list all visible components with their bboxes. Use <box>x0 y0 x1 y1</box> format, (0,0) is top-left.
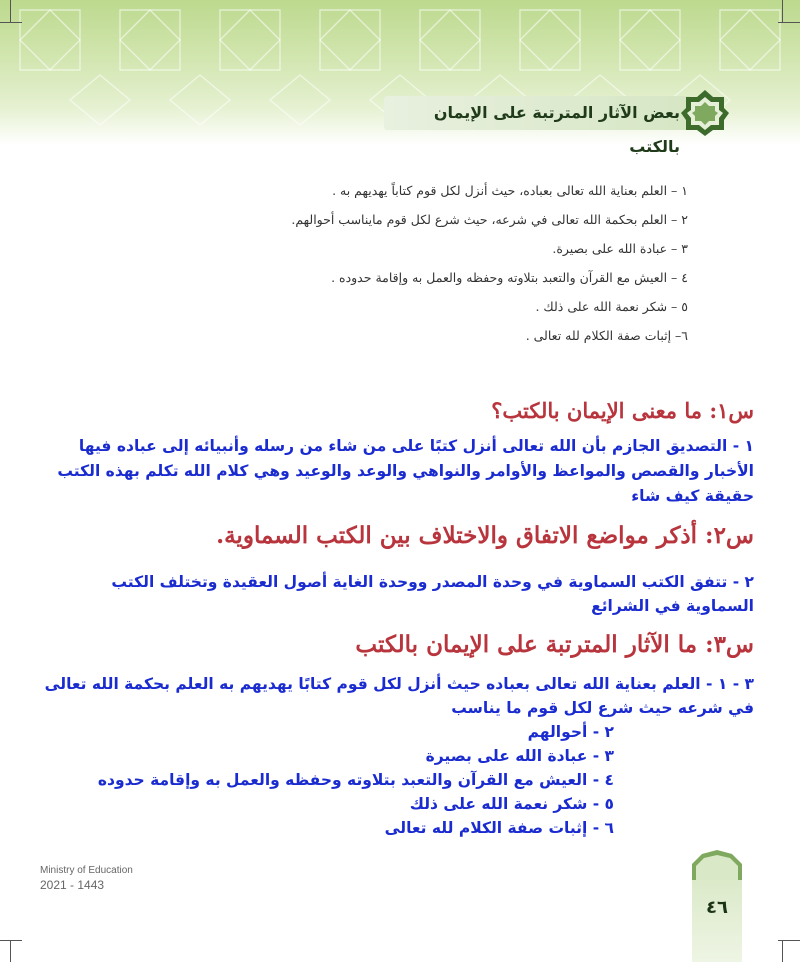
list-item: ٤ – العيش مع القرآن والتعبد بتلاوته وحفظه والعمل به وإقامة حدوده . <box>331 270 688 285</box>
crop-mark <box>778 940 800 941</box>
answer-3 <box>44 672 754 840</box>
crop-mark <box>10 0 11 22</box>
footer <box>40 864 133 892</box>
crop-mark <box>782 0 783 22</box>
list-item: ٥ – شكر نعمة الله على ذلك . <box>535 299 688 314</box>
page-number: ٤٦ <box>706 897 728 918</box>
list-item: ٦– إثبات صفة الكلام لله تعالى . <box>525 328 688 343</box>
list-item: ٣ – عبادة الله على بصيرة. <box>552 241 688 256</box>
list-item: ٢ – العلم بحكمة الله تعالى في شرعه، حيث شرع لكل قوم مايناسب أحوالهم. <box>291 212 688 227</box>
question-1: س١: ما معنى الإيمان بالكتب؟ <box>491 398 754 423</box>
answer-1: ١ - التصديق الجازم بأن الله تعالى أنزل كتبًا على من شاء من رسله وأنبيائه إلى عباده فيها الأخبار والقصص والمواعظ والأوامر والنواهي والوعد والوعيد وهي كلام الله تكلم بهذه الكتب حقيقة كيف شاء <box>57 437 754 505</box>
section-title: بعض الآثار المترتبة على الإيمان بالكتب <box>384 96 692 130</box>
list-item: ١ – العلم بعناية الله تعالى بعباده، حيث أنزل لكل قوم كتاباً يهديهم به . <box>332 183 688 198</box>
crop-mark <box>10 940 11 962</box>
answer-line: في شرعه حيث شرع لكل قوم ما يناسب <box>451 699 754 717</box>
answer-line: ٢ - أحوالهم <box>527 723 614 741</box>
crop-mark <box>0 940 22 941</box>
crop-mark <box>0 22 22 23</box>
answer-2: ٢ - تتفق الكتب السماوية في وحدة المصدر ووحدة الغاية أصول العقيدة وتختلف الكتب السماوية في الشرائع <box>111 573 754 615</box>
octagon-star-icon <box>680 88 730 138</box>
answer-line: ٣ - عبادة الله على بصيرة <box>425 747 614 765</box>
crop-mark <box>778 22 800 23</box>
tab-cap-icon <box>692 850 742 880</box>
answer-line: ٦ - إثبات صفة الكلام لله تعالى <box>384 819 614 837</box>
answer-line: ٥ - شكر نعمة الله على ذلك <box>409 795 614 813</box>
ministry-label: Ministry of Education <box>40 865 133 876</box>
question-3: س٣: ما الآثار المترتبة على الإيمان بالكتب <box>355 631 754 658</box>
year-label: 2021 - 1443 <box>40 878 105 892</box>
question-2: س٢: أذكر مواضع الاتفاق والاختلاف بين الكتب السماوية. <box>216 522 754 549</box>
effects-list <box>168 176 688 350</box>
crop-mark <box>782 940 783 962</box>
answer-line: ٤ - العيش مع القرآن والتعبد بتلاوته وحفظه والعمل به وإقامة حدوده <box>97 771 614 789</box>
answer-line: ٣ - ١ - العلم بعناية الله تعالى بعباده حيث أنزل لكل قوم كتابًا يهديهم به العلم بحكمة الله تعالى <box>44 675 754 693</box>
